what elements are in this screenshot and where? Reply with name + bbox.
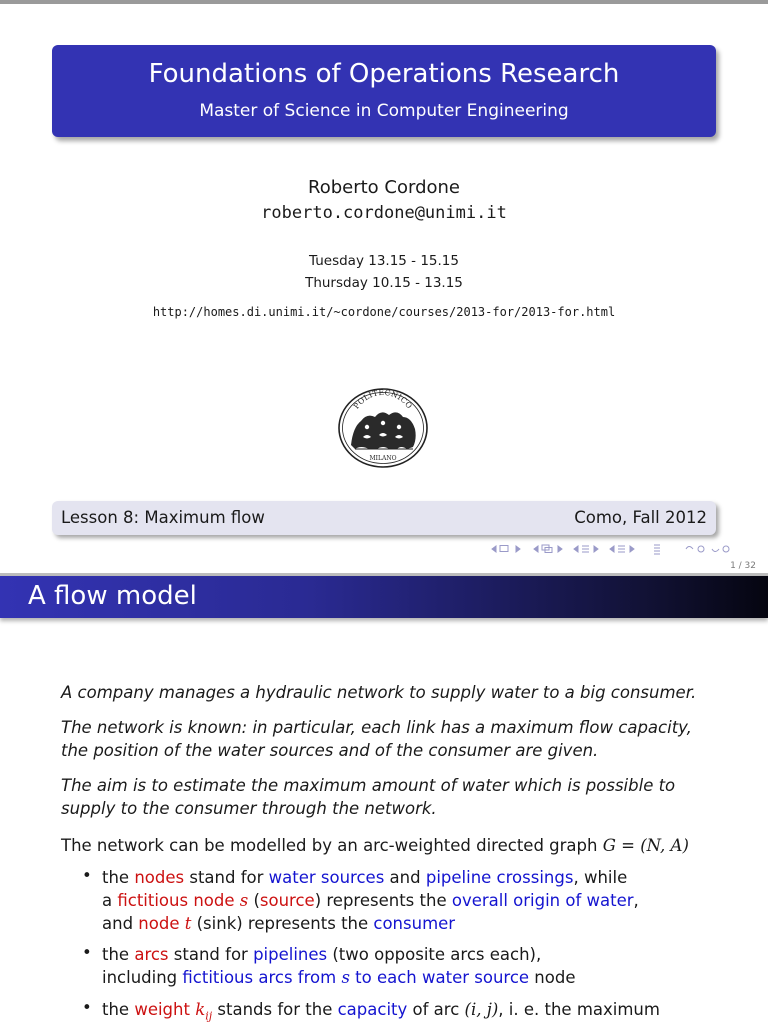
paragraph-aim: The aim is to estimate the maximum amount of water which is possible to supply to the consumer through the network. [61,776,676,818]
nav-next-doc-icon [630,546,634,552]
bullet-line [102,943,732,966]
bullet-dot: • [82,866,92,885]
text-run: ( [248,891,260,910]
text-run: and [384,868,426,887]
nav-prev-doc-icon [610,546,614,552]
paragraph-company: A company manages a hydraulic network to supply water to a big consumer. [61,683,697,702]
text-run: water sources [268,868,385,887]
text-run: source [259,891,315,910]
text-run: node [138,914,185,933]
frame-title: A flow model [28,581,197,611]
text-run: (sink) represents the [191,914,374,933]
nav-back-icon [686,547,693,550]
text-run: and [102,914,139,933]
bullet-arcs [102,943,732,989]
text-run: overall origin of water [451,891,634,910]
text-run: the [102,1000,135,1019]
nav-next-section-icon [594,546,598,552]
text-run: pipeline crossings [425,868,574,887]
footer-place: Como, Fall 2012 [574,508,707,527]
seal-top-text: POLITECNICO [351,387,415,411]
text-run: arcs [134,945,169,964]
svg-text:POLITECNICO [352,388,415,411]
beamer-navigation-bar[interactable] [490,542,766,556]
text-run: nodes [134,868,185,887]
paragraph-graph-model [61,834,741,857]
paragraph-network: The network is known: in particular, each link has a maximum flow capacity, the position of the water sources and of the consumer are given. [61,718,692,760]
text-run: (i, j) [464,1000,499,1019]
bullet-line [102,998,732,1027]
text-run: the [102,945,135,964]
bullet-line [102,889,732,912]
bullet-dot: • [82,943,92,962]
footer-lesson: Lesson 8: Maximum flow [61,508,265,527]
text-run: , [633,891,639,910]
graph-formula: G = (N, A) [602,836,689,855]
slide-subtitle: Master of Science in Computer Engineering [199,101,569,121]
bullet-weight [102,998,732,1027]
course-url: http://homes.di.unimi.it/~cordone/courses/2013-for/2013-for.html [152,305,616,319]
text-run: fictitious arcs from [182,968,342,987]
text-run: node [529,968,576,987]
text-run: weight [134,1000,196,1019]
nav-forward-icon [712,549,719,552]
page-number: 1 / 32 [730,561,756,571]
nav-next-frame-icon [516,546,520,552]
bullet-line [102,866,732,889]
text-run: to each water source [349,968,530,987]
bullet-dot: • [82,998,92,1017]
title-box [52,45,716,137]
text-run: including [102,968,183,987]
seal-bottom-text: MILANO [369,455,397,462]
footer-box [52,501,716,535]
text-run: ) represents the [314,891,452,910]
graph-model-text: The network can be modelled by an arc-weighted directed graph [61,836,603,855]
bullet-nodes [102,866,732,935]
bullet-line [102,912,732,935]
author-name: Roberto Cordone [308,177,460,198]
schedule-thursday: Thursday 10.15 - 13.15 [305,275,463,291]
text-run: consumer [373,914,456,933]
text-run: , while [573,868,628,887]
text-run: a [102,891,118,910]
text-run: t [184,914,192,933]
text-run: (two opposite arcs each), [327,945,542,964]
author-email: roberto.cordone@unimi.it [261,203,507,223]
text-run: stand for [184,868,269,887]
bullet-line [102,966,732,989]
nav-prev-section-icon [574,546,578,552]
text-run: of arc [407,1000,465,1019]
nav-prev-subsection-icon [534,546,538,552]
nav-first-frame-icon [492,546,496,552]
nav-search-icon [698,546,704,552]
text-run: capacity [337,1000,408,1019]
subscript: ij [205,1009,213,1023]
slide-title: Foundations of Operations Research [148,59,620,89]
text-run: s [341,968,350,987]
top-rule [0,0,768,4]
frame-title-bar [0,576,768,618]
text-run: , i. e. the maximum [498,1000,660,1019]
text-run: stands for the [212,1000,338,1019]
text-run: pipelines [253,945,328,964]
text-run: k [195,1000,206,1019]
text-run: fictitious node [117,891,240,910]
nav-next-subsection-icon [558,546,562,552]
text-run: the [102,868,135,887]
politecnico-milano-seal-icon [337,387,429,469]
nav-frame-icon [500,546,508,552]
text-run: stand for [168,945,254,964]
text-run: s [239,891,249,910]
schedule-tuesday: Tuesday 13.15 - 15.15 [309,253,459,269]
